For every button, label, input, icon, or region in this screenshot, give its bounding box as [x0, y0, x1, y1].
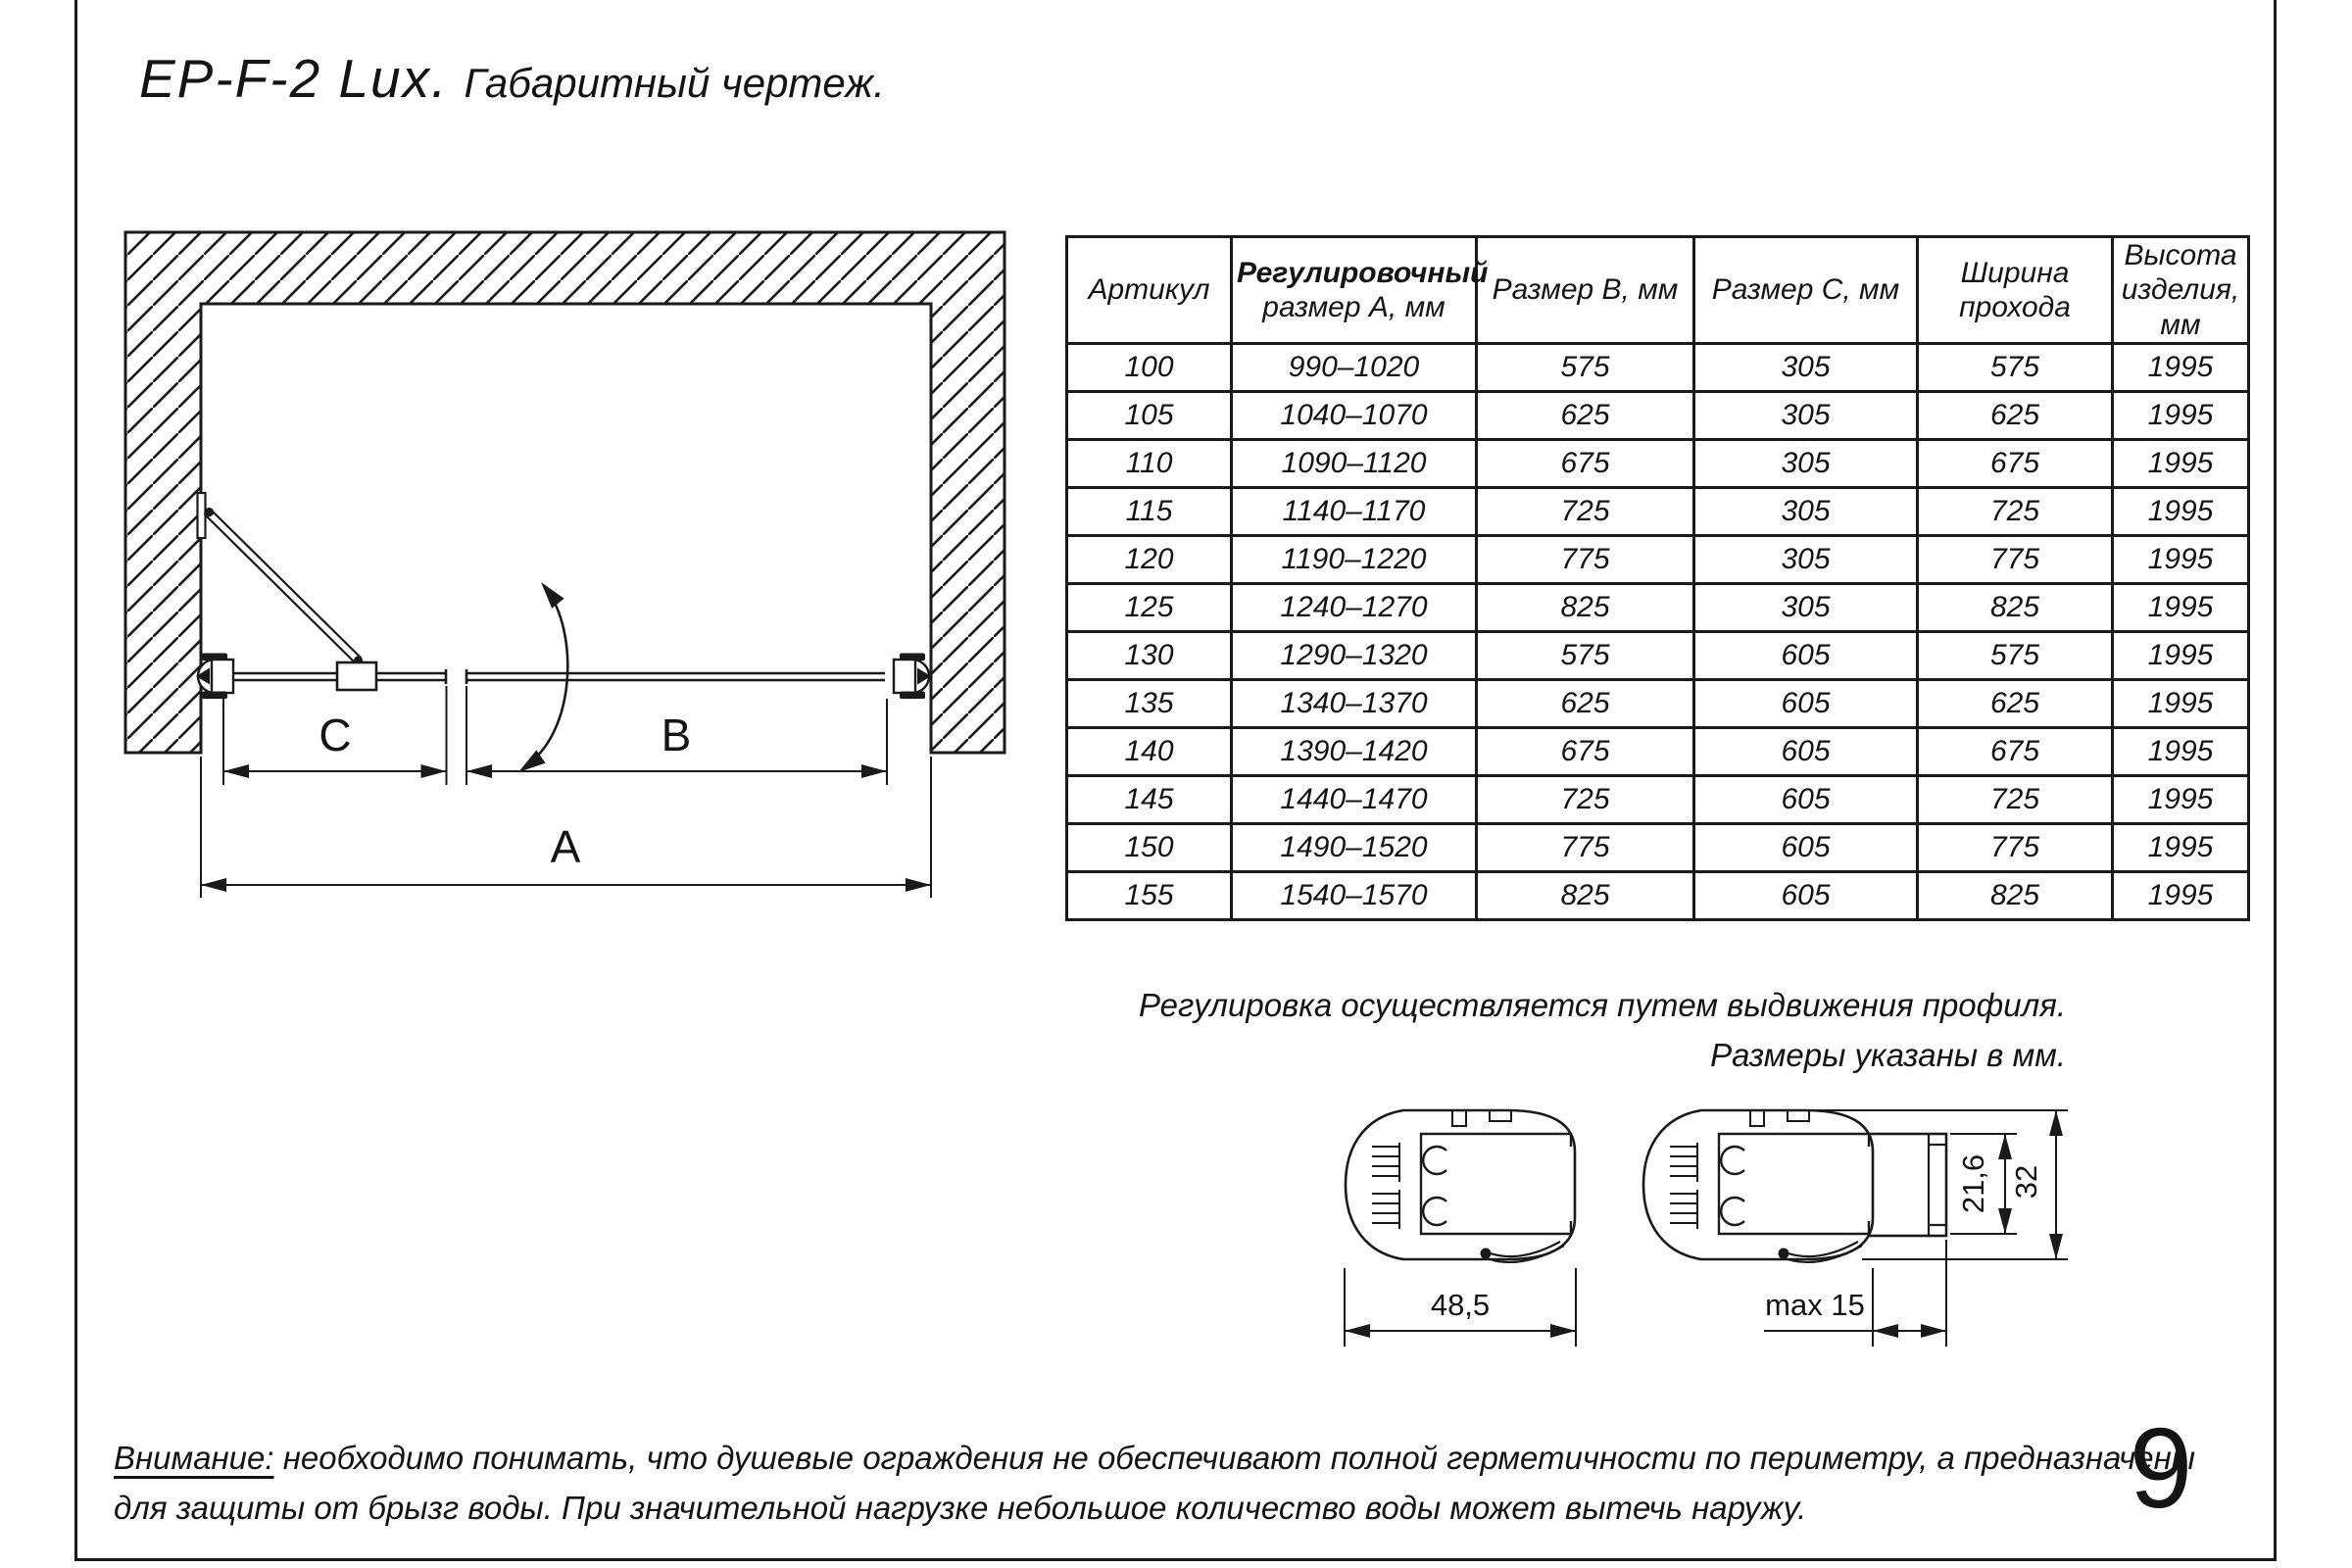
dim-max15-label: max 15 — [1765, 1288, 1865, 1322]
wall-profile-right — [894, 654, 931, 700]
dimension-profile-width — [1345, 1268, 1576, 1347]
table-cell: 825 — [1918, 584, 2113, 632]
table-cell: 575 — [1918, 344, 2113, 392]
profile-section-extended — [1643, 1110, 1946, 1262]
table-cell: 1340–1370 — [1232, 680, 1477, 728]
table-cell: 605 — [1694, 776, 1918, 824]
table-cell: 575 — [1477, 632, 1694, 680]
table-cell: 120 — [1067, 536, 1232, 584]
warning-attention-label: Внимание: — [114, 1440, 274, 1476]
page-number: 9 — [2129, 1404, 2193, 1532]
table-cell: 305 — [1694, 440, 1918, 488]
table-cell: 1390–1420 — [1232, 728, 1477, 776]
table-cell: 725 — [1918, 488, 2113, 536]
table-cell: 1040–1070 — [1232, 392, 1477, 440]
table-cell: 1995 — [2113, 344, 2249, 392]
table-cell: 605 — [1694, 872, 1918, 920]
table-cell: 1540–1570 — [1232, 872, 1477, 920]
dim-a-label: A — [550, 821, 581, 872]
table-cell: 305 — [1694, 344, 1918, 392]
niche-walls — [125, 232, 1004, 753]
table-cell: 145 — [1067, 776, 1232, 824]
table-cell: 125 — [1067, 584, 1232, 632]
table-cell: 305 — [1694, 584, 1918, 632]
table-cell: 625 — [1477, 680, 1694, 728]
table-cell: 675 — [1477, 728, 1694, 776]
col-adjust-size-a — [1232, 237, 1489, 344]
col-adjust-size-a-rest: размер А, мм — [1262, 291, 1446, 324]
table-cell: 1995 — [2113, 872, 2249, 920]
adjustment-notes — [1139, 980, 2066, 1080]
table-cell: 605 — [1694, 824, 1918, 872]
dimension-b — [466, 686, 887, 785]
table-row — [1067, 344, 2249, 392]
table-cell: 1995 — [2113, 440, 2249, 488]
dim-485-label: 48,5 — [1430, 1288, 1491, 1322]
dimension-a — [201, 757, 931, 898]
table-row — [1067, 776, 2249, 824]
table-cell: 140 — [1067, 728, 1232, 776]
table-cell: 1490–1520 — [1232, 824, 1477, 872]
table-cell: 1995 — [2113, 536, 2249, 584]
col-size-c: Размер С, мм — [1694, 237, 1918, 344]
table-cell: 825 — [1918, 872, 2113, 920]
dimension-c — [223, 686, 447, 785]
table-cell: 1995 — [2113, 728, 2249, 776]
table-cell: 775 — [1918, 824, 2113, 872]
table-cell: 135 — [1067, 680, 1232, 728]
table-cell: 775 — [1918, 536, 2113, 584]
dim-32-label: 32 — [2009, 1164, 2043, 1200]
table-row — [1067, 824, 2249, 872]
table-cell: 115 — [1067, 488, 1232, 536]
table-cell: 110 — [1067, 440, 1232, 488]
table-cell: 305 — [1694, 392, 1918, 440]
table-cell: 105 — [1067, 392, 1232, 440]
table-cell: 1240–1270 — [1232, 584, 1477, 632]
table-cell: 1140–1170 — [1232, 488, 1477, 536]
table-cell: 1995 — [2113, 584, 2249, 632]
glass-panel-b — [466, 669, 885, 684]
table-cell: 625 — [1918, 392, 2113, 440]
table-cell: 305 — [1694, 536, 1918, 584]
dim-b-label: B — [661, 710, 692, 760]
table-cell: 775 — [1477, 536, 1694, 584]
col-height: Высота изделия, мм — [2113, 237, 2249, 344]
table-row — [1067, 584, 2249, 632]
dim-216-label: 21,6 — [1956, 1153, 1990, 1214]
table-cell: 1190–1220 — [1232, 536, 1477, 584]
table-cell: 775 — [1477, 824, 1694, 872]
table-cell: 605 — [1694, 728, 1918, 776]
table-cell: 725 — [1477, 776, 1694, 824]
table-row — [1067, 440, 2249, 488]
support-brace — [198, 493, 364, 665]
warning-line-2: для защиты от брызг воды. При значительной нагрузке небольшое количество воды может вытечь наружу. — [114, 1490, 1807, 1527]
warning-text — [114, 1433, 2195, 1533]
document-type: Габаритный чертеж. — [464, 60, 885, 106]
table-cell: 1090–1120 — [1232, 440, 1477, 488]
table-cell: 675 — [1918, 728, 2113, 776]
table-cell: 575 — [1918, 632, 2113, 680]
col-article: Артикул — [1067, 237, 1232, 344]
table-cell: 150 — [1067, 824, 1232, 872]
warning-line-1 — [114, 1433, 2195, 1483]
dimension-glass-depth — [1950, 1134, 2017, 1234]
size-table — [1065, 235, 2250, 921]
table-cell: 605 — [1694, 632, 1918, 680]
table-row — [1067, 680, 2249, 728]
profile-section-closed — [1346, 1110, 1575, 1262]
table-cell: 1440–1470 — [1232, 776, 1477, 824]
table-cell: 675 — [1918, 440, 2113, 488]
table-cell: 1995 — [2113, 680, 2249, 728]
table-row — [1067, 632, 2249, 680]
table-cell: 575 — [1477, 344, 1694, 392]
note-line-1: Регулировка осуществляется путем выдвижения профиля. — [1138, 987, 2066, 1023]
table-cell: 130 — [1067, 632, 1232, 680]
table-cell: 605 — [1694, 680, 1918, 728]
warning-line-1-text: необходимо понимать, что душевые ограждения не обеспечивают полной герметичности по периметру, а предназначены — [282, 1440, 2196, 1476]
brace-clamp — [337, 662, 376, 690]
table-cell: 675 — [1477, 440, 1694, 488]
table-row — [1067, 728, 2249, 776]
note-line-2: Размеры указаны в мм. — [1710, 1037, 2066, 1074]
table-cell: 305 — [1694, 488, 1918, 536]
table-cell: 155 — [1067, 872, 1232, 920]
door-swing-arc — [518, 582, 567, 772]
col-pass-width: Ширина прохода — [1918, 237, 2113, 344]
model-name: EP-F-2 Lux. — [139, 48, 449, 109]
dim-c-label: C — [318, 710, 352, 760]
table-cell: 1995 — [2113, 824, 2249, 872]
table-cell: 100 — [1067, 344, 1232, 392]
table-cell: 1995 — [2113, 488, 2249, 536]
table-cell: 1290–1320 — [1232, 632, 1477, 680]
table-row — [1067, 872, 2249, 920]
table-cell: 1995 — [2113, 392, 2249, 440]
table-cell: 1995 — [2113, 632, 2249, 680]
table-cell: 625 — [1477, 392, 1694, 440]
table-cell: 990–1020 — [1232, 344, 1477, 392]
table-header-row — [1067, 237, 2249, 344]
table-cell: 725 — [1477, 488, 1694, 536]
table-cell: 1995 — [2113, 776, 2249, 824]
table-row — [1067, 392, 2249, 440]
col-size-b: Размер В, мм — [1477, 237, 1694, 344]
table-cell: 825 — [1477, 584, 1694, 632]
table-cell: 625 — [1918, 680, 2113, 728]
table-body — [1067, 344, 2249, 920]
table-cell: 725 — [1918, 776, 2113, 824]
table-row — [1067, 536, 2249, 584]
col-adjust-size-a-bold: Регулировочный — [1237, 256, 1489, 289]
table-cell: 825 — [1477, 872, 1694, 920]
table-row — [1067, 488, 2249, 536]
